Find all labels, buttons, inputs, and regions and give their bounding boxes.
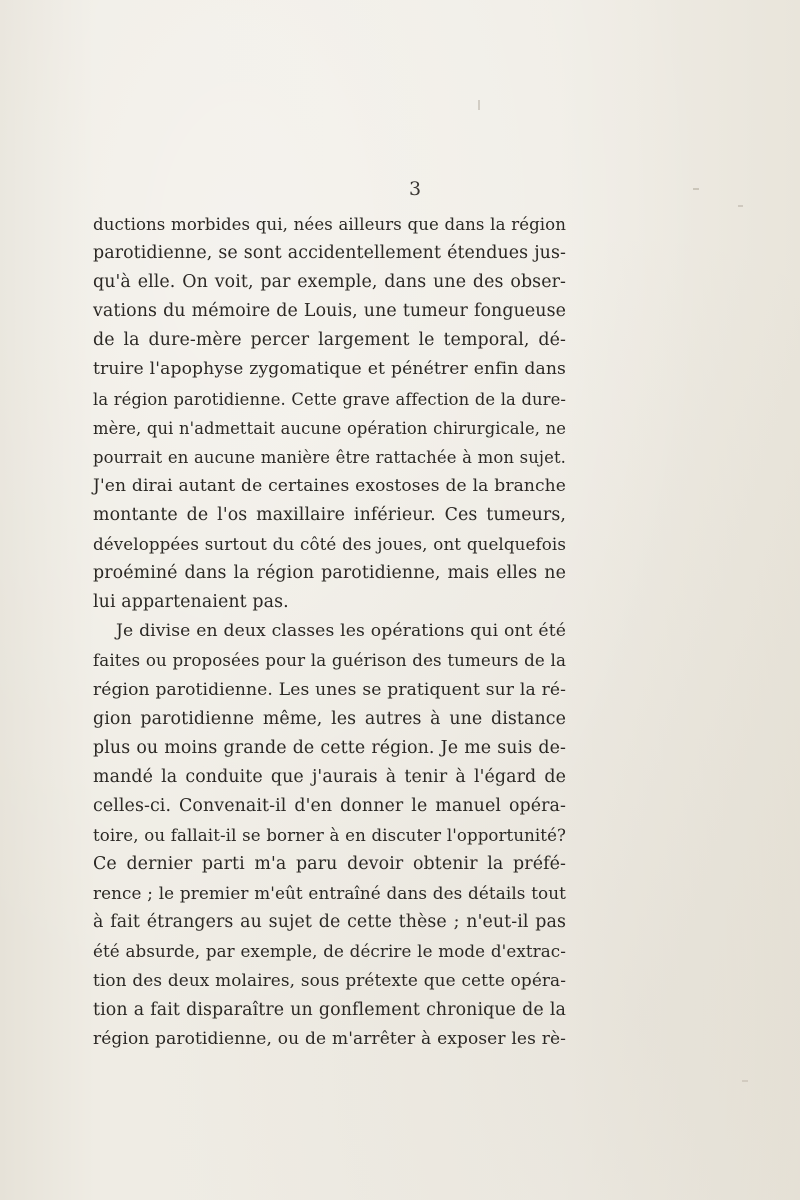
text-line: région parotidienne, ou de m'arrêter à exposer les rè- xyxy=(93,1028,566,1049)
text-line: truire l'apophyse zygomatique et pénétrer enfin dans xyxy=(93,359,566,380)
text-line: montante de l'os maxillaire inférieur. Ces tumeurs, xyxy=(93,504,566,525)
text-line: lui appartenaient pas. xyxy=(93,592,289,613)
paper-speck xyxy=(738,205,743,207)
paper-speck xyxy=(478,100,480,110)
text-line: tion des deux molaires, sous prétexte que cette opéra- xyxy=(93,970,566,991)
text-line: de la dure-mère percer largement le temporal, dé- xyxy=(93,330,566,351)
text-line: mère, qui n'admettait aucune opération chirurgicale, ne xyxy=(93,418,566,438)
paragraph xyxy=(93,617,566,1053)
text-line: parotidienne, se sont accidentellement étendues jus- xyxy=(93,243,566,264)
text-line: J'en dirai autant de certaines exostoses de la branche xyxy=(93,475,566,496)
body-text xyxy=(93,210,566,1054)
text-line: Je divise en deux classes les opérations qui ont été xyxy=(116,621,566,642)
text-line: faites ou proposées pour la guérison des tumeurs de la xyxy=(93,651,566,671)
paper-speck xyxy=(742,1080,748,1082)
text-line: tion a fait disparaître un gonflement chronique de la xyxy=(93,999,566,1020)
text-line: été absurde, par exemple, de décrire le mode d'extrac- xyxy=(93,941,566,962)
page-number: 3 xyxy=(408,178,422,200)
text-line: à fait étrangers au sujet de cette thèse ; n'eut-il pas xyxy=(93,912,566,933)
paragraph xyxy=(93,210,566,617)
text-line: qu'à elle. On voit, par exemple, dans une des obser- xyxy=(93,272,566,293)
text-line: gion parotidienne même, les autres à une distance xyxy=(93,708,566,729)
text-line: rence ; le premier m'eût entraîné dans des détails tout xyxy=(93,883,566,904)
text-line: la région parotidienne. Cette grave affection de la dure- xyxy=(93,389,566,409)
text-line: proéminé dans la région parotidienne, mais elles ne xyxy=(93,563,566,584)
text-line: celles-ci. Convenait-il d'en donner le manuel opéra- xyxy=(93,795,566,816)
text-line: pourrait en aucune manière être rattachée à mon sujet. xyxy=(93,447,566,467)
text-line: vations du mémoire de Louis, une tumeur fongueuse xyxy=(93,301,566,322)
text-line: développées surtout du côté des joues, ont quelquefois xyxy=(93,535,566,555)
text-line: mandé la conduite que j'aurais à tenir à l'égard de xyxy=(93,766,566,787)
text-line: plus ou moins grande de cette région. Je me suis de- xyxy=(93,737,566,758)
text-line: région parotidienne. Les unes se pratiquent sur la ré- xyxy=(93,679,566,700)
text-line: toire, ou fallait-il se borner à en discuter l'opportunité? xyxy=(93,825,566,845)
text-line: Ce dernier parti m'a paru devoir obtenir la préfé- xyxy=(93,854,566,875)
text-line: ductions morbides qui, nées ailleurs que dans la région xyxy=(93,215,566,234)
